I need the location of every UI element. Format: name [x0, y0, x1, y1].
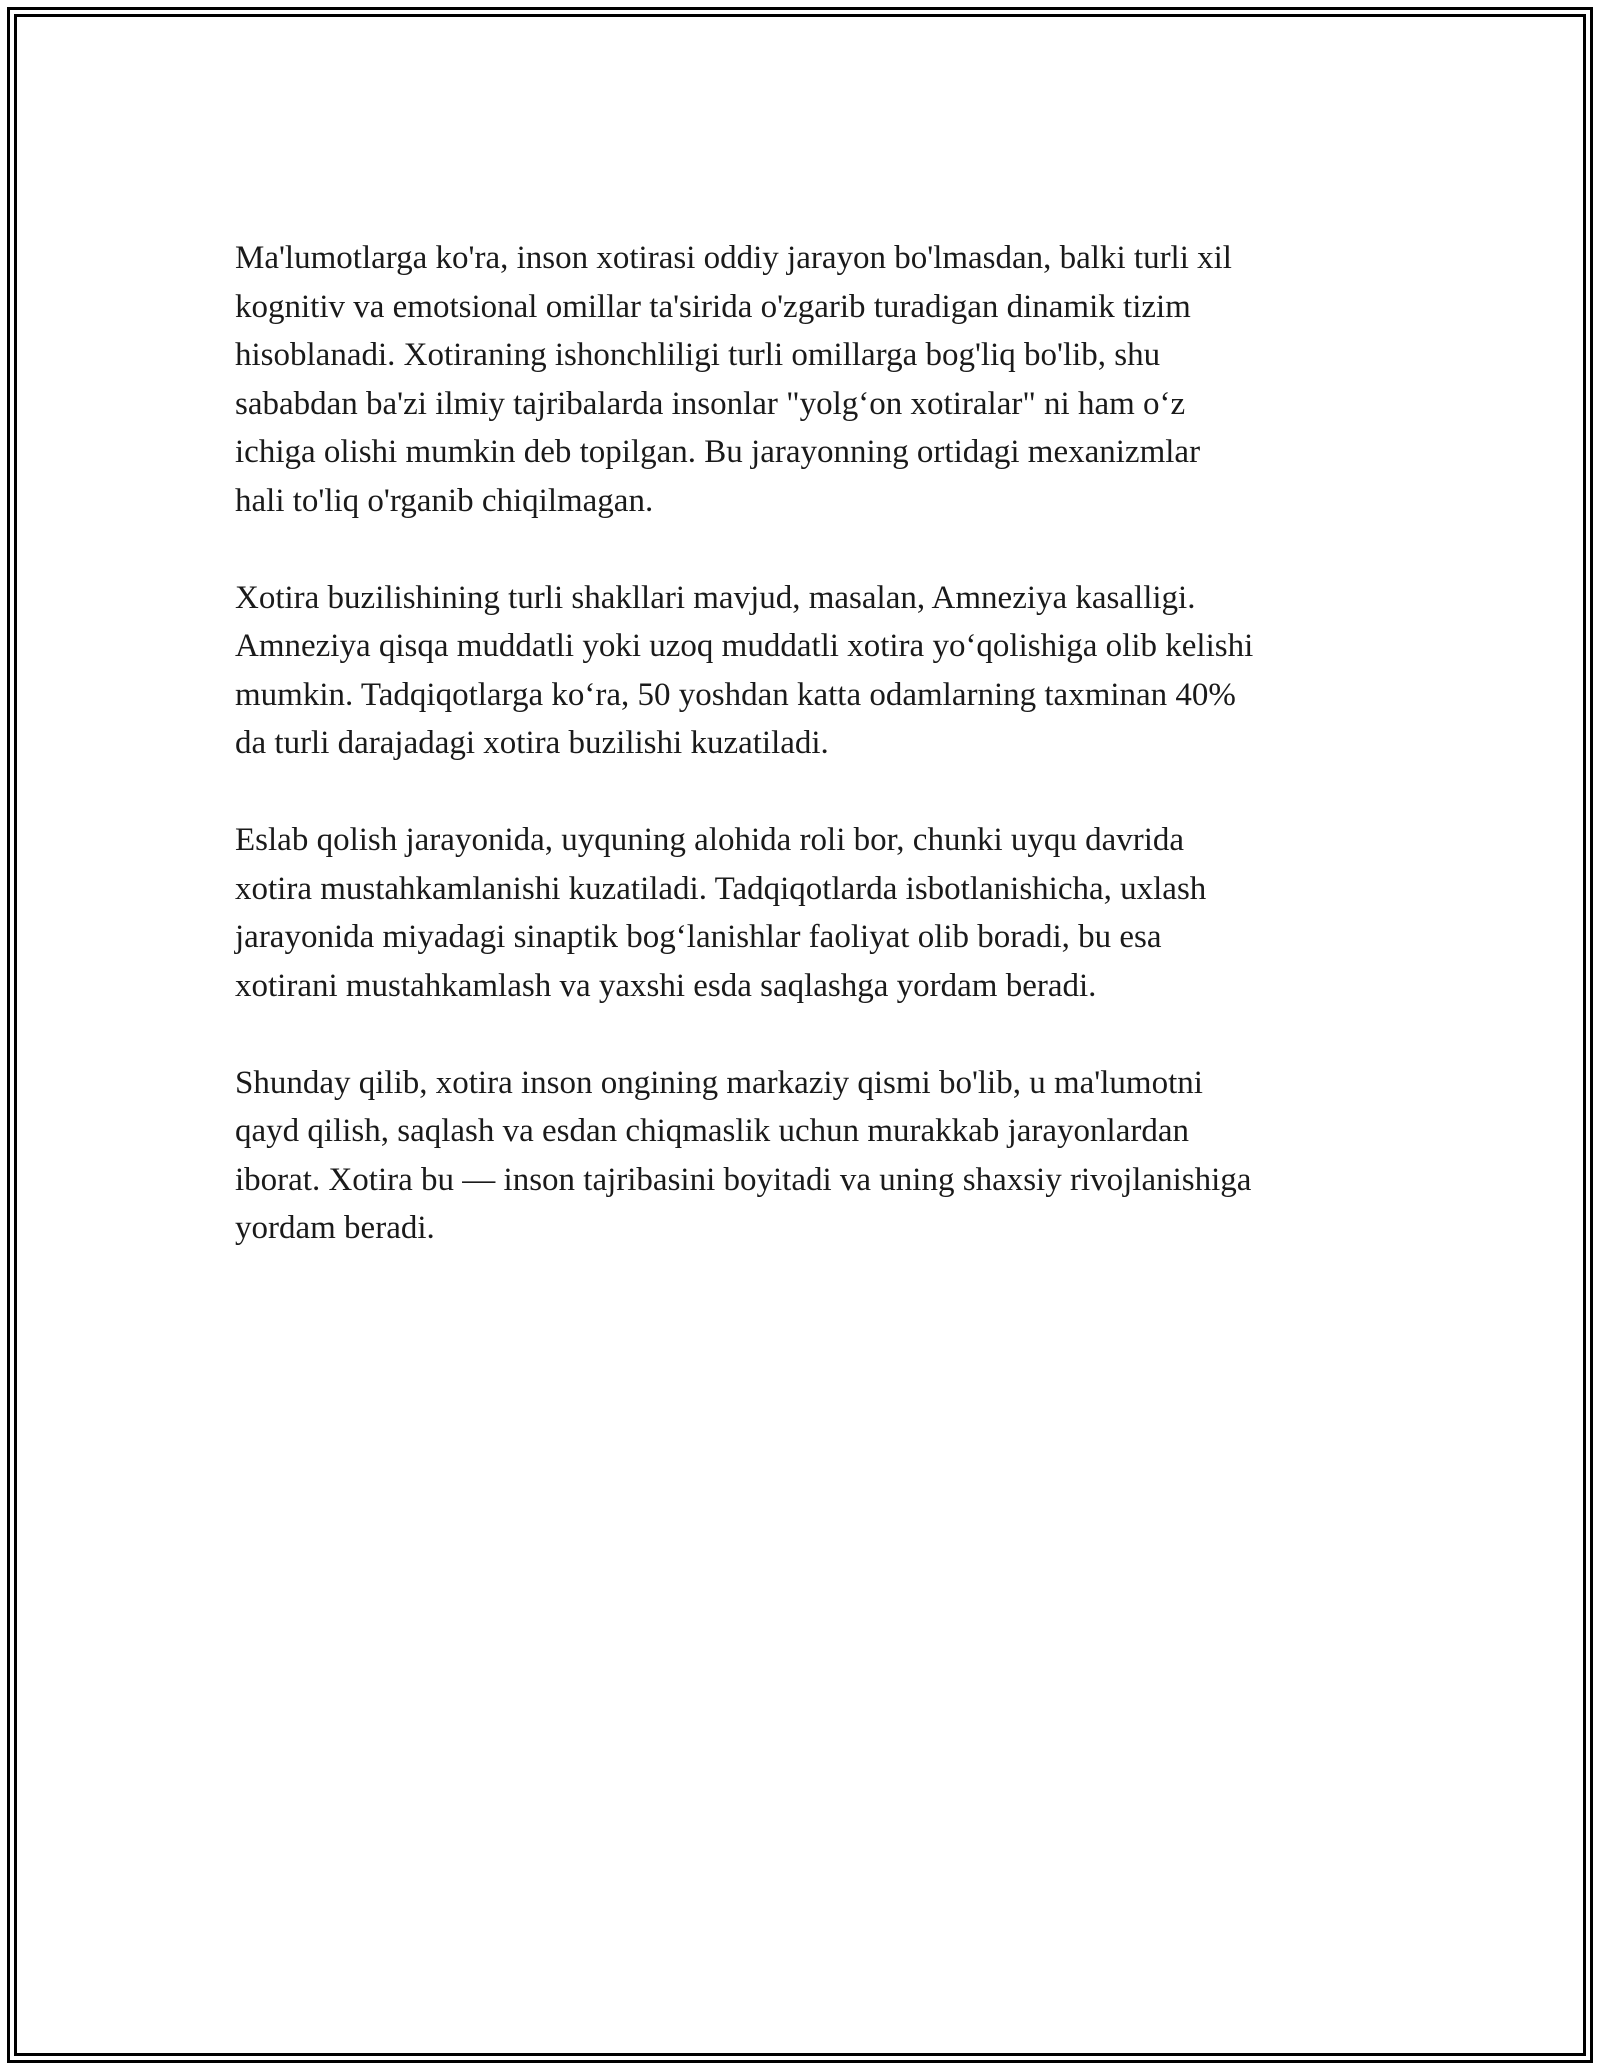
paragraph-2 — [235, 574, 1385, 768]
paragraph-1 — [235, 234, 1385, 525]
text-line: xotira mustahkamlanishi kuzatiladi. Tadqiqotlarda isbotlanishicha, uxlash — [235, 870, 1207, 907]
text-line: Amneziya qisqa muddatli yoki uzoq muddatli xotira yo‘qolishiga olib kelishi — [235, 628, 1254, 664]
paragraph-3 — [235, 816, 1385, 1010]
text-line: da turli darajadagi xotira buzilishi kuzatiladi. — [235, 725, 829, 761]
text-line: mumkin. Tadqiqotlarga ko‘ra, 50 yoshdan katta odamlarning taxminan 40% — [235, 676, 1236, 713]
text-line: hisoblanadi. Xotiraning ishonchliligi turli omillarga bog'liq bo'lib, shu — [235, 337, 1161, 373]
text-line: Shunday qilib, xotira inson ongining markaziy qismi bo'lib, u ma'lumotni — [235, 1064, 1203, 1101]
document-body — [235, 234, 1385, 1301]
text-line: sababdan ba'zi ilmiy tajribalarda insonlar "yolg‘on xotiralar" ni ham o‘z — [235, 385, 1186, 422]
text-line: Xotira buzilishining turli shakllari mavjud, masalan, Amneziya kasalligi. — [235, 579, 1196, 616]
text-line: Eslab qolish jarayonida, uyquning alohida roli bor, chunki uyqu davrida — [235, 822, 1185, 858]
text-line: ichiga olishi mumkin deb topilgan. Bu jarayonning ortidagi mexanizmlar — [235, 434, 1201, 470]
paragraph-4 — [235, 1059, 1385, 1253]
text-line: qayd qilish, saqlash va esdan chiqmaslik uchun murakkab jarayonlardan — [235, 1113, 1189, 1149]
text-line: iborat. Xotira bu — inson tajribasini boyitadi va uning shaxsiy rivojlanishiga — [235, 1161, 1252, 1198]
text-line: yordam beradi. — [235, 1210, 435, 1246]
text-line: kognitiv va emotsional omillar ta'sirida o'zgarib turadigan dinamik tizim — [235, 288, 1191, 325]
text-line: Ma'lumotlarga ko'ra, inson xotirasi oddiy jarayon bo'lmasdan, balki turli xil — [235, 240, 1232, 276]
text-line: jarayonida miyadagi sinaptik bog‘lanishlar faoliyat olib boradi, bu esa — [235, 919, 1162, 955]
text-line: xotirani mustahkamlash va yaxshi esda saqlashga yordam beradi. — [235, 967, 1097, 1004]
text-line: hali to'liq o'rganib chiqilmagan. — [235, 482, 654, 519]
